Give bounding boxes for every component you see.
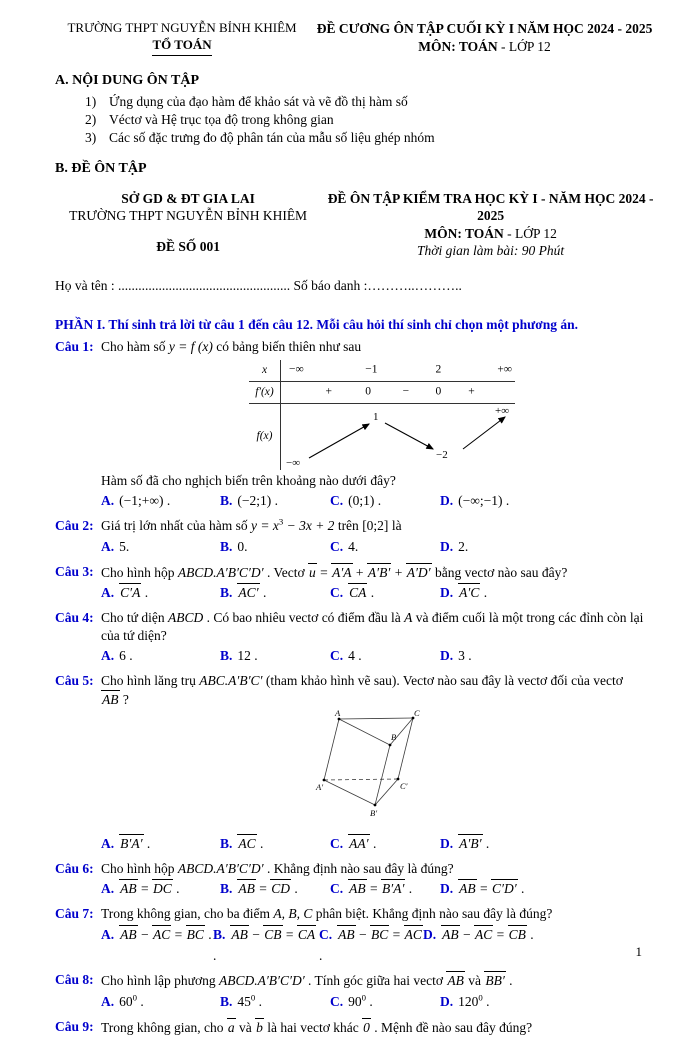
question-8-label: Câu 8: — [55, 972, 94, 988]
question-7-stem: Trong không gian, cho ba điểm A, B, C phân biệt. Khẳng định nào sau đây là đúng? — [101, 906, 553, 922]
question-2-options — [101, 537, 660, 558]
document-title: ĐỀ CƯƠNG ÔN TẬP CUỐI KỲ I NĂM HỌC 2024 - 2025 — [316, 21, 653, 36]
question-8-options — [101, 992, 660, 1013]
option-b: B. AB − CB = CA . — [213, 926, 316, 963]
question-3-label: Câu 3: — [55, 563, 94, 579]
variation-f-label: f(x) — [249, 404, 281, 470]
sign: 0 — [435, 385, 442, 398]
exam-title: ĐỀ ÔN TẬP KIỂM TRA HỌC KỲ I - NĂM HỌC 2024 - 2025 — [327, 190, 654, 224]
x-value: 2 — [435, 363, 442, 376]
f-max-value: 1 — [373, 410, 379, 423]
sign: + — [325, 385, 332, 398]
document-header-left — [55, 20, 309, 56]
exam-subject: MÔN: TOÁN - LỚP 12 — [424, 225, 557, 241]
option-c: C. AB − BC = AC . — [319, 926, 422, 963]
option-d: D. AB = C′D′ . — [440, 881, 525, 897]
option-c: C. $90^0$ . — [330, 992, 373, 1010]
question-1-body — [101, 338, 660, 514]
prism-figure — [306, 710, 426, 825]
variation-fprime-label: f′(x) — [249, 382, 281, 404]
document-header-right — [309, 20, 660, 56]
f-limit-bottom-left: −∞ — [286, 456, 301, 469]
x-value: −1 — [365, 363, 378, 376]
question-4 — [55, 609, 660, 669]
question-7-body — [101, 905, 660, 968]
f-min-value: −2 — [436, 448, 448, 461]
question-3-body — [101, 563, 660, 606]
option-d: D. A′C . — [440, 585, 488, 601]
registration-number-label: Số báo danh :………..……….. — [293, 278, 462, 293]
option-b: B. $45^0$ . — [220, 992, 263, 1010]
vertex-label-a: A — [335, 708, 341, 719]
option-a: A. B′A′ . — [101, 835, 151, 851]
name-field-label: Họ và tên : ................................................... — [55, 278, 291, 293]
variation-fprime-row — [281, 382, 515, 404]
question-3-stem: Cho hình hộp ABCD.A′B′C′D′ . Vectơ u = A′A + A′B′ + A′D′ bằng vectơ nào sau đây? — [101, 564, 568, 580]
option-c: C. 4. — [330, 538, 359, 554]
school-name: TRƯỜNG THPT NGUYỄN BỈNH KHIÊM — [67, 20, 297, 35]
vertex-label-a1: A′ — [316, 782, 324, 793]
question-6-body — [101, 860, 660, 902]
question-6-stem: Cho hình hộp ABCD.A′B′C′D′ . Khẳng định nào sau đây là đúng? — [101, 860, 454, 876]
option-c: C. CA . — [330, 585, 375, 601]
question-2 — [55, 517, 660, 559]
list-item: 2) Véctơ và Hệ trục tọa độ trong không gian — [85, 112, 334, 128]
question-9-label: Câu 9: — [55, 1018, 94, 1034]
question-2-body — [101, 517, 660, 559]
vertex-label-b1: B′ — [370, 808, 378, 819]
question-1-stem: Cho hàm số y = f (x) có bảng biến thiên như sau — [101, 339, 362, 355]
question-1-subquestion: Hàm số đã cho nghịch biến trên khoảng nào dưới đây? — [101, 472, 396, 488]
question-6-options — [101, 879, 660, 900]
variation-table — [249, 360, 515, 470]
sign: + — [468, 385, 475, 398]
question-4-body — [101, 609, 660, 669]
variation-arrows-svg — [281, 404, 515, 470]
question-5-stem: Cho hình lăng trụ ABC.A′B′C′ (tham khảo hình vẽ sau). Vectơ nào sau đây là vectơ đối của vectơ — [101, 673, 623, 689]
document-subtitle: MÔN: TOÁN - LỚP 12 — [418, 38, 551, 54]
section-a-list — [55, 93, 660, 148]
option-c: C. (0;1) . — [330, 493, 382, 509]
sign: − — [402, 385, 410, 398]
question-1 — [55, 338, 660, 514]
exam-header-left — [55, 190, 321, 260]
x-value: −∞ — [289, 363, 304, 376]
section-b-heading: B. ĐỀ ÔN TẬP — [55, 160, 147, 176]
option-a: A. $60^0$ . — [101, 992, 144, 1010]
question-4-label: Câu 4: — [55, 610, 94, 626]
question-2-stem: Giá trị lớn nhất của hàm số $y = x^3 - 3x + 2$ trên [0;2] là — [101, 516, 402, 534]
variation-x-row — [281, 360, 515, 382]
variation-f-row — [281, 404, 515, 470]
option-a: A. 5. — [101, 538, 130, 554]
page-number: 1 — [635, 944, 642, 959]
option-a: A. AB − AC = BC . — [101, 926, 212, 942]
option-c: C. AB = B′A′ . — [330, 881, 413, 897]
question-4-options — [101, 646, 660, 667]
option-d: D. AB − AC = CB . — [423, 926, 534, 942]
department-name: TỔ TOÁN — [152, 37, 211, 56]
exam-header — [55, 190, 660, 260]
list-item: 1) Ứng dụng của đạo hàm để khảo sát và vẽ đồ thị hàm số — [85, 93, 408, 109]
section-a-heading: A. NỘI DUNG ÔN TẬP — [55, 72, 200, 88]
question-7-options — [101, 925, 660, 967]
question-5-options — [101, 834, 660, 855]
option-a: A. AB = DC . — [101, 881, 180, 897]
option-a: A. 6 . — [101, 648, 133, 664]
option-d: D. A′B′ . — [440, 835, 490, 851]
question-5 — [55, 672, 660, 857]
x-value: +∞ — [497, 363, 512, 376]
question-3 — [55, 563, 660, 606]
option-b: B. (−2;1) . — [220, 493, 278, 509]
option-b: B. 0. — [220, 538, 248, 554]
question-9-stem: Trong không gian, cho a và b là hai vectơ khác 0 . Mệnh đề nào sau đây đúng? — [101, 1019, 533, 1035]
option-d: D. 2. — [440, 538, 469, 554]
exam-code: ĐỀ SỐ 001 — [156, 238, 220, 254]
question-4-stem: Cho tứ diện ABCD . Có bao nhiêu vectơ có điểm đầu là A và điểm cuối là một trong các đỉnh còn lại của tứ diện? — [101, 610, 644, 643]
question-5-body — [101, 672, 660, 857]
option-a: A. C′A . — [101, 585, 149, 601]
option-d: D. $120^0$ . — [440, 992, 490, 1010]
variation-x-label: x — [249, 360, 281, 382]
question-1-label: Câu 1: — [55, 339, 94, 355]
question-9 — [55, 1018, 660, 1037]
option-b: B. AC . — [220, 835, 264, 851]
question-8-body — [101, 971, 660, 1014]
question-6 — [55, 860, 660, 902]
option-b: B. AC′ . — [220, 585, 267, 601]
question-9-body — [101, 1018, 660, 1037]
question-6-label: Câu 6: — [55, 860, 94, 876]
question-7 — [55, 905, 660, 968]
exam-school: TRƯỜNG THPT NGUYỄN BỈNH KHIÊM — [69, 208, 308, 224]
question-3-options — [101, 583, 660, 604]
question-8 — [55, 971, 660, 1014]
question-8-stem: Cho hình lập phương ABCD.A′B′C′D′ . Tính góc giữa hai vectơ AB và BB′ . — [101, 973, 513, 989]
question-7-label: Câu 7: — [55, 906, 94, 922]
vertex-label-c1: C′ — [400, 781, 408, 792]
option-a: A. (−1;+∞) . — [101, 493, 171, 509]
candidate-name-line — [55, 277, 660, 295]
exam-header-right — [321, 190, 660, 260]
option-d: D. (−∞;−1) . — [440, 493, 510, 509]
option-c: C. AA′ . — [330, 835, 377, 851]
exam-duration: Thời gian làm bài: 90 Phút — [417, 243, 565, 259]
question-2-label: Câu 2: — [55, 518, 94, 534]
vertex-label-c: C — [414, 708, 420, 719]
option-b: B. AB = CD . — [220, 881, 298, 897]
option-b: B. 12 . — [220, 648, 258, 664]
option-c: C. 4 . — [330, 648, 362, 664]
f-limit-top-right: +∞ — [495, 404, 510, 417]
vertex-label-b: B — [391, 732, 397, 743]
variation-table-grid — [249, 360, 515, 470]
part1-heading: PHẦN I. Thí sinh trả lời từ câu 1 đến câu 12. Mỗi câu hỏi thí sinh chỉ chọn một phương án. — [55, 316, 578, 332]
document-header — [55, 20, 660, 56]
option-d: D. 3 . — [440, 648, 472, 664]
question-5-label: Câu 5: — [55, 673, 94, 689]
sign: 0 — [365, 385, 371, 398]
exam-authority: SỞ GD & ĐT GIA LAI — [121, 190, 255, 206]
question-5-subquestion: AB ? — [102, 691, 129, 707]
question-1-options — [101, 491, 660, 512]
list-item: 3) Các số đặc trưng đo độ phân tán của mẫu số liệu ghép nhóm — [85, 130, 435, 146]
